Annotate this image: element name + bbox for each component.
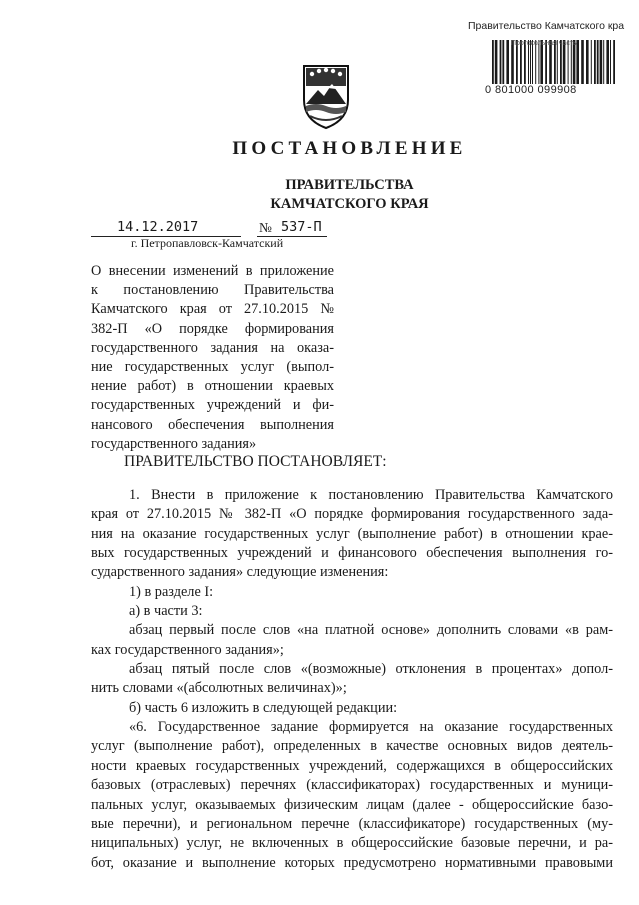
- body-line: 1) в разделе I:: [129, 583, 214, 600]
- body-line: сударственного задания» следующие изменения:: [91, 564, 389, 581]
- document-city: г. Петропавловск-Камчатский: [131, 236, 284, 250]
- government-name: [0, 176, 639, 214]
- body-line: абзац первый после слов «на платной основе» дополнить словами «в рам-: [129, 622, 613, 639]
- document-title: ПОСТАНОВЛЕНИЕ: [232, 138, 467, 159]
- body-line: ния на оказание государственных услуг (выполнение работ) в отношении крае-: [91, 525, 613, 542]
- body-line: а) в части 3:: [129, 603, 203, 620]
- number-sign: №: [259, 220, 272, 235]
- stamp-title: Правительство Камчатского кра: [468, 20, 625, 32]
- subject-line: О внесении изменений в приложение: [91, 263, 334, 279]
- subject-line: государственных учреждений и фи-: [91, 397, 334, 414]
- body-line: б) часть 6 изложить в следующей редакции:: [129, 699, 398, 716]
- barcode-number: 0 801000 099908: [485, 84, 577, 96]
- subject-line: к постановлению Правительства: [91, 282, 334, 299]
- document-body: [91, 486, 613, 873]
- body-line: пальных услуг, оказываемых физическим лицам (далее - общероссийские базо-: [91, 796, 613, 813]
- body-line: нить словами «(абсолютных величинах)»;: [91, 680, 347, 697]
- subject-line: ние государственных услуг (выпол-: [91, 359, 334, 376]
- government-name-line-1: ПРАВИТЕЛЬСТВА: [285, 177, 414, 193]
- coat-of-arms-icon: [300, 60, 352, 130]
- body-line: услуг (выполнение работ), определенных в качестве основных видов деятель-: [91, 738, 613, 755]
- decree-heading: ПРАВИТЕЛЬСТВО ПОСТАНОВЛЯЕТ:: [124, 453, 387, 470]
- body-line: 1. Внести в приложение к постановлению Правительства Камчатского: [129, 487, 613, 503]
- body-line: ках государственного задания»;: [91, 641, 284, 658]
- subject-line: 382-П «О порядке формирования: [91, 320, 334, 337]
- body-line: абзац пятый после слов «(возможные) отклонения в процентах» допол-: [129, 661, 613, 678]
- body-line: бот, оказание и выполнение которых предусмотрено нормативными правовыми: [91, 854, 613, 871]
- document-subject: [91, 262, 334, 454]
- subject-line: государственного задания на оказа-: [91, 339, 334, 356]
- subject-line: государственного задания»: [91, 435, 257, 452]
- subject-line: Камчатского края от 27.10.2015 №: [91, 301, 334, 318]
- document-date: 14.12.2017: [117, 219, 199, 235]
- body-line: вых государственных учреждений и финансового обеспечения выполнения го-: [91, 545, 613, 562]
- body-line: края от 27.10.2015 № 382-П «О порядке формирования государственного зада-: [91, 506, 613, 523]
- body-line: вые перечни), и региональном перечне (классификаторе) государственных (му-: [91, 815, 613, 832]
- body-line: ности краевых государственных учреждений, содержащихся в общероссийских: [91, 757, 613, 774]
- body-line: ниципальных) услуг, не включенных в общероссийские базовые перечни, и ра-: [91, 835, 613, 852]
- body-line: базовых (отраслевых) перечнях (классификаторах) государственных и муници-: [91, 777, 613, 794]
- government-name-line-2: КАМЧАТСКОГО КРАЯ: [270, 196, 429, 212]
- subject-line: нансового обеспечения выполнения: [91, 416, 334, 433]
- stamp-subtitle: Протокольная часть: [511, 40, 577, 47]
- subject-line: нение работ) в отношении краевых: [91, 378, 334, 395]
- document-number: 537-П: [281, 219, 322, 235]
- body-line: «6. Государственное задание формируется на оказание государственных: [129, 719, 613, 736]
